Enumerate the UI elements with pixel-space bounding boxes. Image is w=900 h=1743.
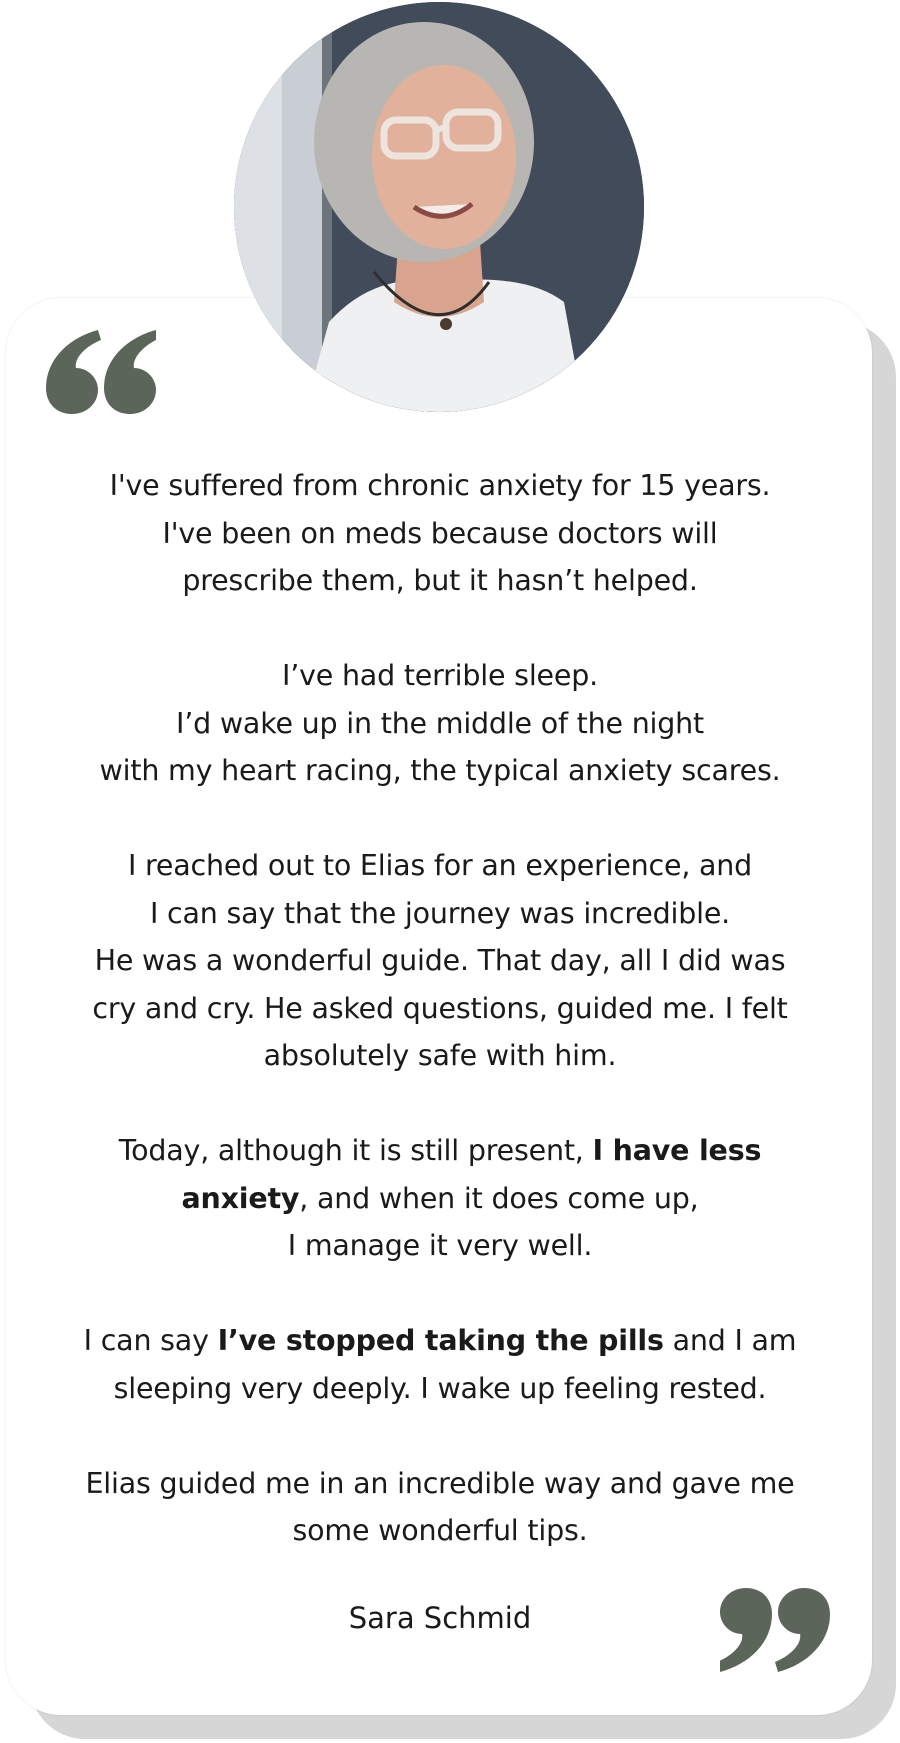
text-line: with my heart racing, the typical anxiety scares. [99,754,781,787]
author-name: Sara Schmid [348,1601,532,1635]
bold-text: anxiety [181,1181,300,1215]
text-line: I've suffered from chronic anxiety for 15 years. [109,469,771,502]
text-line [50,1175,830,1223]
text-line: I've been on meds because doctors will [162,516,718,550]
text-line [50,1127,830,1175]
text-run: Today, although it is still present, [118,1134,593,1167]
text-line: Elias guided me in an incredible way and gave me [85,1466,795,1500]
text-line: prescribe them, but it hasn’t helped. [182,564,698,597]
text-line: I manage it very well. [287,1229,593,1262]
text-line: I can say that the journey was incredible. [149,896,731,930]
paragraph [50,1127,830,1270]
close-quote-icon [720,1588,830,1672]
text-line: cry and cry. He asked questions, guided me. I felt [92,991,788,1025]
avatar-photo [234,2,644,412]
paragraph [50,652,830,795]
open-quote-icon [46,330,156,414]
bold-text: I have less [592,1134,762,1167]
testimonial-text [50,462,830,1602]
text-line [50,1317,830,1365]
text-line: I reached out to Elias for an experience, and [127,849,753,882]
avatar [234,2,644,412]
text-line: some wonderful tips. [292,1514,588,1547]
paragraph [50,1460,830,1555]
text-line: He was a wonderful guide. That day, all I did was [94,944,786,977]
paragraph [50,462,830,605]
text-line: I’ve had terrible sleep. [282,659,598,692]
text-line: absolutely safe with him. [263,1039,617,1072]
text-line: I’d wake up in the middle of the night [176,706,704,740]
text-line: sleeping very deeply. I wake up feeling rested. [113,1371,767,1405]
bold-text: I’ve stopped taking the pills [217,1324,664,1357]
text-run: , and when it does come up, [299,1181,699,1215]
paragraph [50,842,830,1080]
paragraph [50,1317,830,1412]
text-run: and I am [663,1324,797,1357]
text-run: I can say [83,1324,218,1357]
